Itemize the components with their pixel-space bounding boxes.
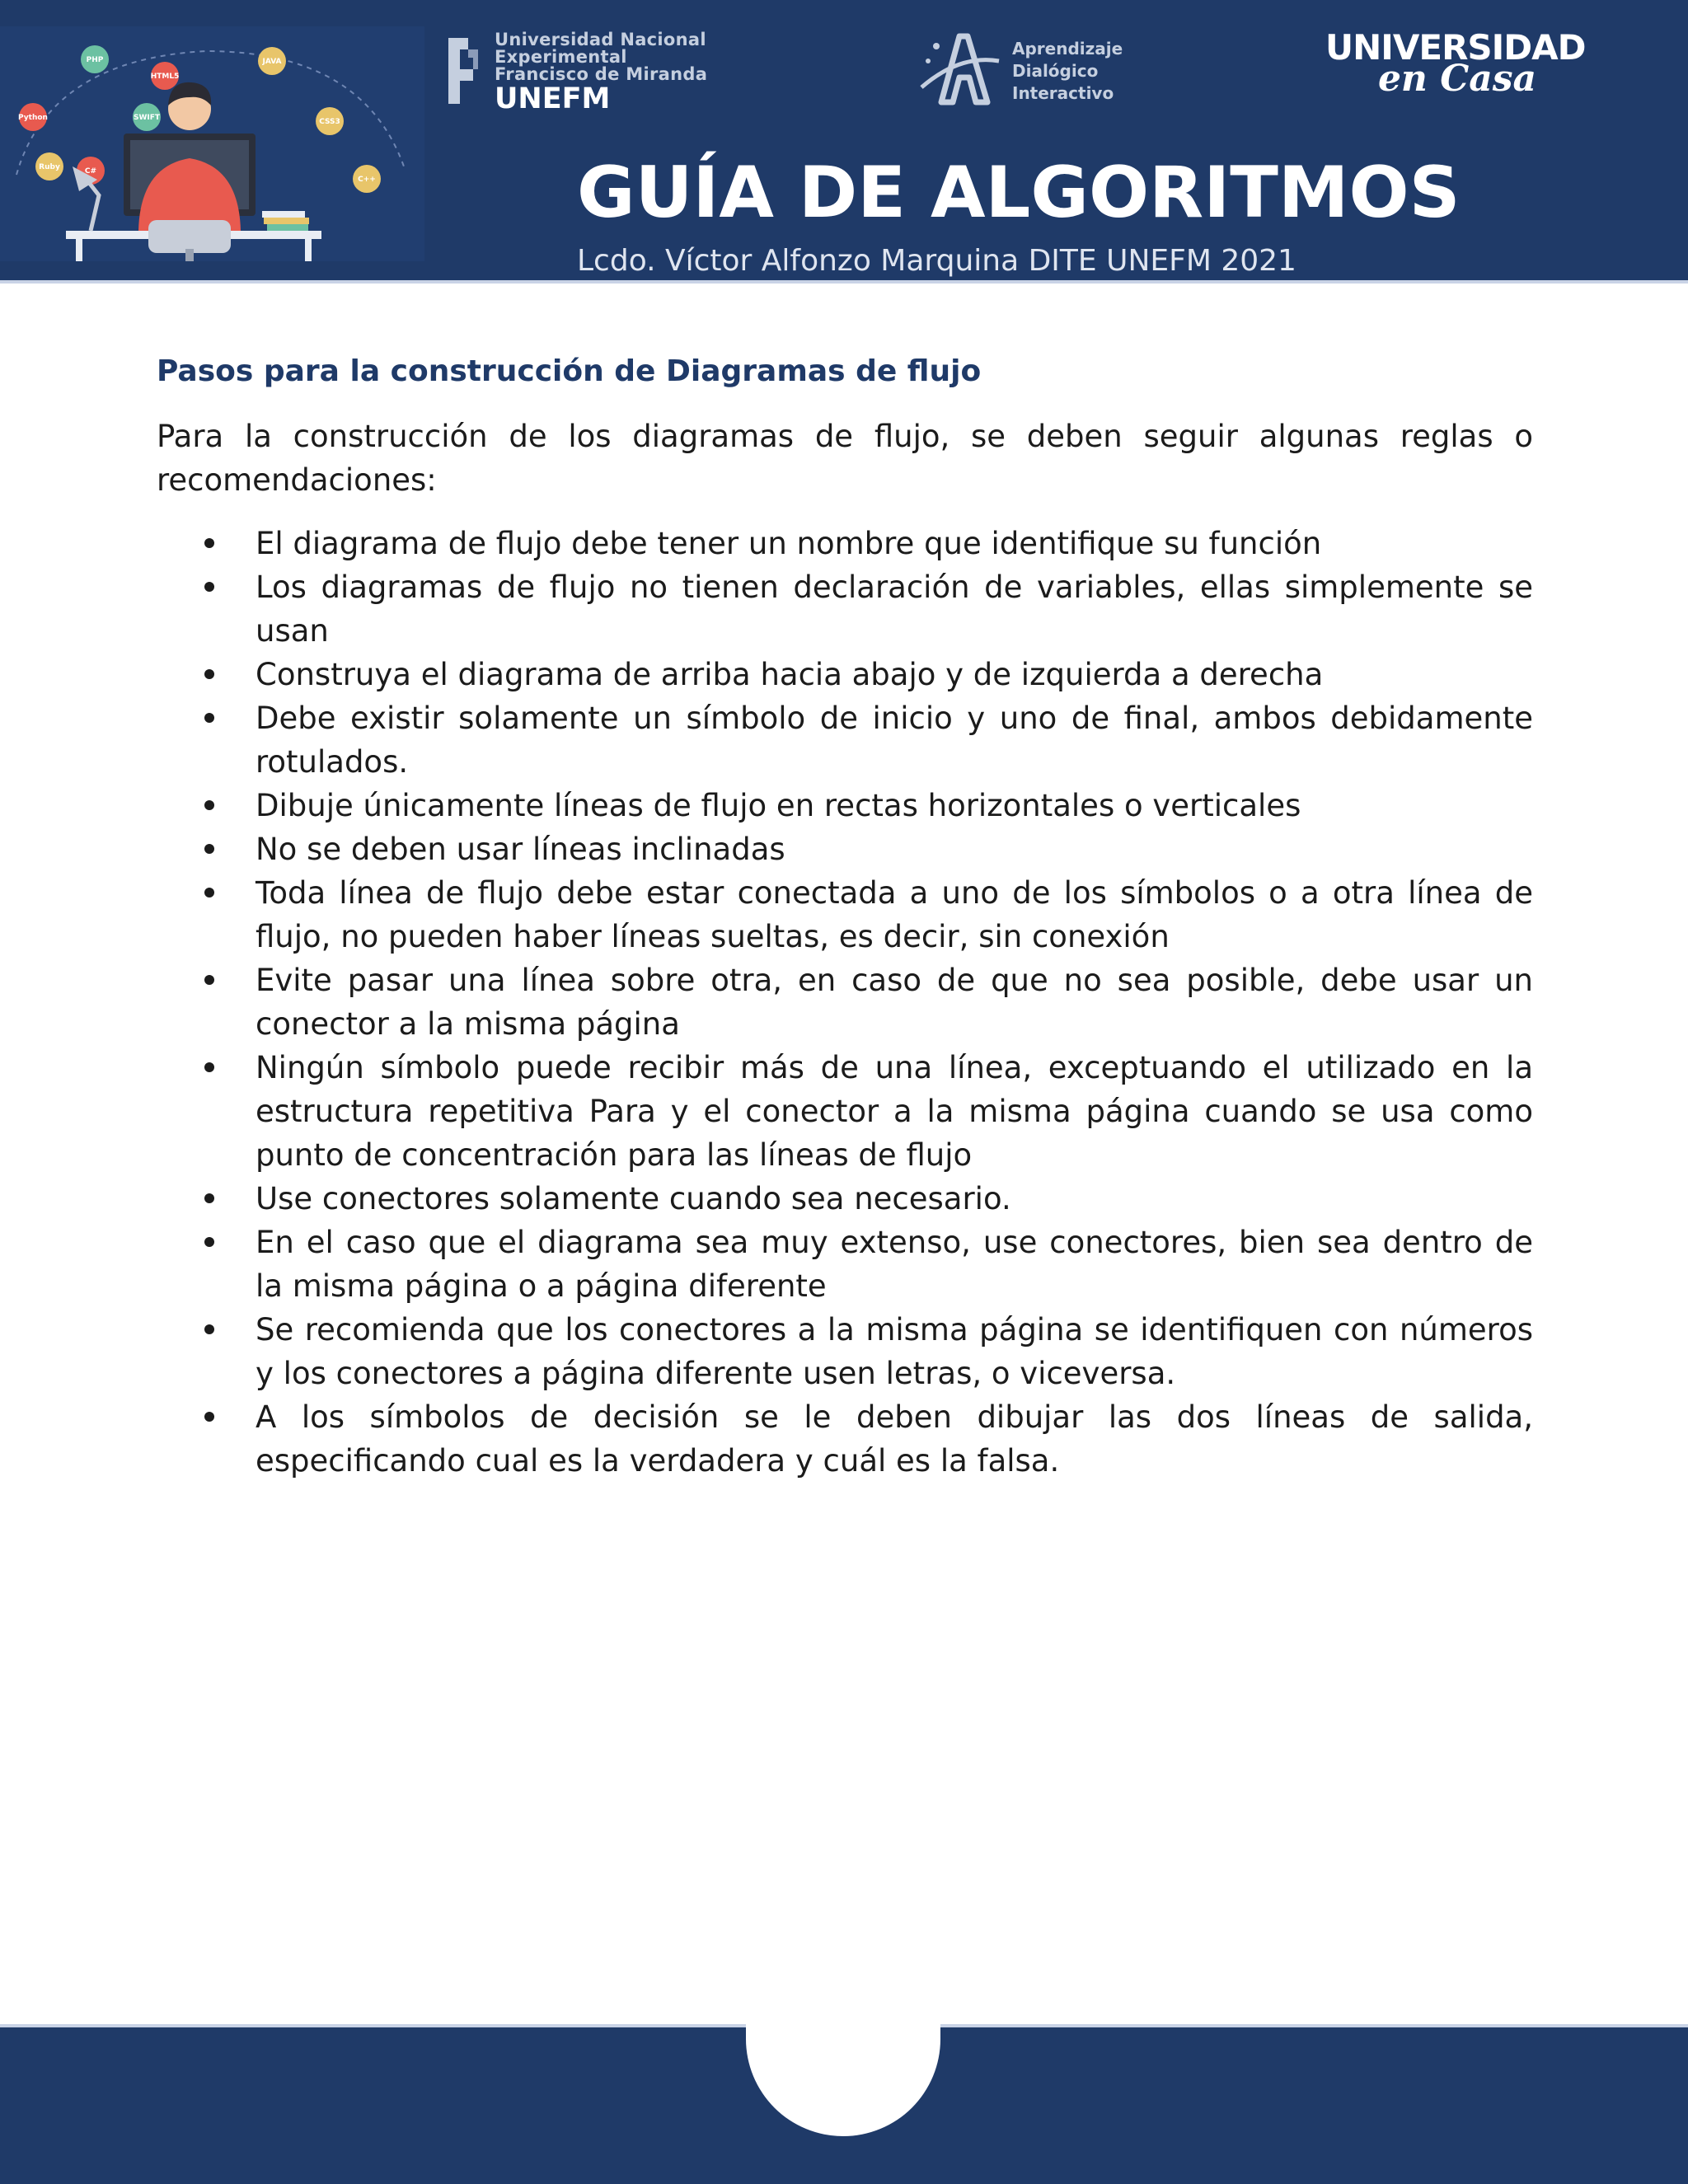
document-body xyxy=(157,350,1533,1483)
bullet-icon xyxy=(204,669,214,679)
bullet-icon xyxy=(204,1193,214,1203)
list-item xyxy=(157,1046,1533,1177)
bullet-icon xyxy=(204,888,214,898)
list-item-text: No se deben usar líneas inclinadas xyxy=(256,832,785,867)
tech-bubble-label: C++ xyxy=(358,176,376,184)
list-item xyxy=(157,827,1533,871)
tech-bubble-label: CSS3 xyxy=(319,118,340,126)
bullet-icon xyxy=(204,713,214,723)
list-item xyxy=(157,565,1533,653)
list-item-text: A los símbolos de decisión se le deben dibujar las dos líneas de salida, especificando cual es la verdadera y cuál es la falsa. xyxy=(256,1399,1533,1479)
adi-name-line-2: Dialógico xyxy=(1012,60,1099,81)
list-item-text: Se recomienda que los conectores a la misma página se identifiquen con números y los conectores a página diferente usen letras, o viceversa. xyxy=(256,1312,1533,1391)
list-item xyxy=(157,958,1533,1046)
tech-bubble-label: Ruby xyxy=(39,163,60,171)
bullet-icon xyxy=(204,1062,214,1072)
list-item-text: Evite pasar una línea sobre otra, en caso de que no sea posible, debe usar un conector a la misma página xyxy=(256,963,1533,1042)
list-item-text: Dibuje únicamente líneas de flujo en rectas horizontales o verticales xyxy=(256,788,1301,823)
universidad-en-casa-logo xyxy=(1325,27,1586,100)
page-subtitle: Lcdo. Víctor Alfonzo Marquina DITE UNEFM 2021 xyxy=(577,244,1296,278)
unefm-logo xyxy=(443,31,707,114)
list-item xyxy=(157,784,1533,827)
tech-bubble-label: SWIFT xyxy=(133,114,161,122)
list-item-text: Use conectores solamente cuando sea necesario. xyxy=(256,1181,1011,1216)
bullet-icon xyxy=(204,1237,214,1247)
adi-logo xyxy=(917,30,1123,112)
list-item-text: El diagrama de flujo debe tener un nombre que identifique su función xyxy=(256,526,1322,561)
list-item-text: Toda línea de flujo debe estar conectada a uno de los símbolos o a otra línea de flujo, no pueden haber líneas sueltas, es decir, sin conexión xyxy=(256,875,1533,954)
section-title: Pasos para la construcción de Diagramas de flujo xyxy=(157,354,982,388)
page-title: GUÍA DE ALGORITMOS xyxy=(577,152,1461,234)
list-item-text: En el caso que el diagrama sea muy extenso, use conectores, bien sea dentro de la misma página o a página diferente xyxy=(256,1225,1533,1304)
uec-logo-bottom: en Casa xyxy=(1377,58,1537,100)
unefm-name-line-2: Experimental xyxy=(495,47,627,67)
list-item xyxy=(157,522,1533,565)
tech-bubble-label: C# xyxy=(84,167,97,176)
list-item-text: Debe existir solamente un símbolo de inicio y uno de final, ambos debidamente rotulados. xyxy=(256,701,1533,780)
bullet-icon xyxy=(204,538,214,548)
tech-bubble-label: Python xyxy=(18,114,48,122)
list-item xyxy=(157,653,1533,696)
adi-name-line-1: Aprendizaje xyxy=(1012,38,1123,59)
adi-name-line-3: Interactivo xyxy=(1012,82,1114,103)
list-item xyxy=(157,1177,1533,1221)
unefm-emblem-icon xyxy=(443,33,483,112)
rules-list xyxy=(157,522,1533,1483)
unefm-acronym: UNEFM xyxy=(495,82,611,115)
tech-bubble-label: HTML5 xyxy=(150,73,180,81)
bullet-icon xyxy=(204,1412,214,1422)
list-item xyxy=(157,1221,1533,1308)
unefm-name-line-3: Francisco de Miranda xyxy=(495,64,708,84)
intro-paragraph: Para la construcción de los diagramas de flujo, se deben seguir algunas reglas o recomendaciones: xyxy=(157,419,1533,498)
list-item-text: Los diagramas de flujo no tienen declaración de variables, ellas simplemente se usan xyxy=(256,569,1533,649)
tech-bubble-label: PHP xyxy=(86,56,104,64)
list-item xyxy=(157,1395,1533,1483)
programming-illustration xyxy=(0,26,424,261)
adi-emblem-icon xyxy=(917,30,1002,112)
list-item-text: Construya el diagrama de arriba hacia abajo y de izquierda a derecha xyxy=(256,657,1324,692)
header-divider xyxy=(0,280,1688,284)
bullet-icon xyxy=(204,844,214,854)
bullet-icon xyxy=(204,582,214,592)
bullet-icon xyxy=(204,975,214,985)
uec-logo-top: UNIVERSIDAD xyxy=(1325,27,1586,68)
list-item xyxy=(157,871,1533,958)
tech-bubble-label: JAVA xyxy=(262,58,282,66)
list-item xyxy=(157,1308,1533,1395)
bullet-icon xyxy=(204,1324,214,1334)
list-item-text: Ningún símbolo puede recibir más de una línea, exceptuando el utilizado en la estructura repetitiva Para y el conector a la misma página cuando se usa como punto de concentración para las líneas de flujo xyxy=(256,1050,1533,1173)
bullet-icon xyxy=(204,800,214,810)
list-item xyxy=(157,696,1533,784)
unefm-name-line-1: Universidad Nacional xyxy=(495,30,706,49)
